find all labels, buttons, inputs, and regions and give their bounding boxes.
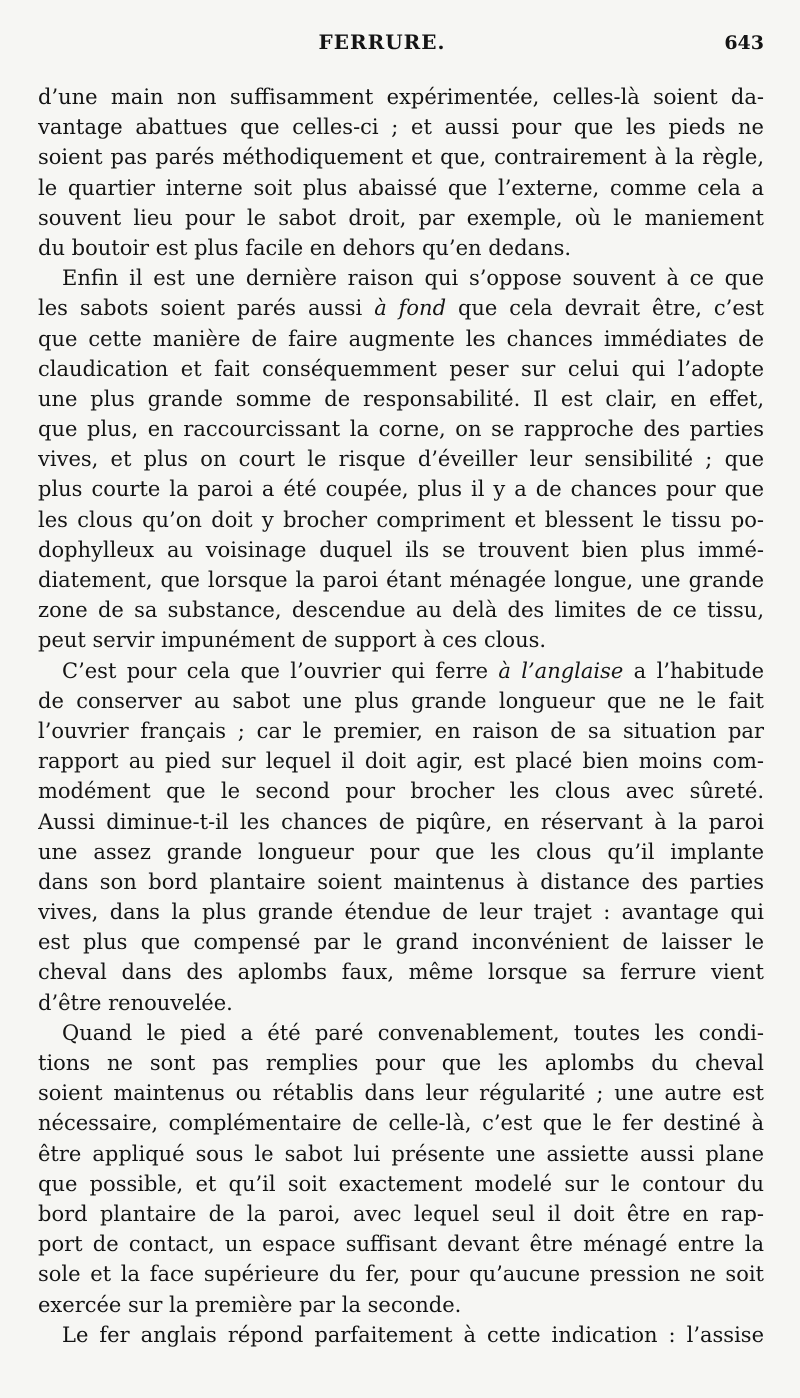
text-line: du boutoir est plus facile en dehors qu’en dedans. [38, 235, 572, 260]
text-line: nécessaire, complémentaire de celle-là, c’est que le fer destiné à [38, 1111, 764, 1136]
text-line: dophylleux au voisinage duquel ils se trouvent bien plus immé- [38, 537, 764, 562]
text-line: les clous qu’on doit y brocher compriment et blessent le tissu po- [38, 507, 764, 532]
text-line: exercée sur la première par la seconde. [38, 1292, 462, 1317]
text-line: est plus que compensé par le grand inconvénient de laisser le [38, 930, 764, 955]
italic-phrase: à fond [374, 296, 447, 321]
text-segment: a l’habitude [623, 658, 764, 683]
text-line: vives, dans la plus grande étendue de leur trajet : avantage qui [38, 900, 764, 925]
text-segment: les sabots soient parés aussi [38, 296, 375, 321]
text-line: que cette manière de faire augmente les chances immédiates de [38, 326, 764, 351]
page-header [0, 30, 800, 60]
text-line: que plus, en raccourcissant la corne, on se rapproche des parties [38, 417, 764, 442]
text-line: l’ouvrier français ; car le premier, en raison de sa situation par [38, 718, 764, 743]
text-line: port de contact, un espace suffisant devant être ménagé entre la [38, 1232, 764, 1257]
text-line: claudication et fait conséquemment peser sur celui qui l’adopte [38, 356, 764, 381]
text-line: souvent lieu pour le sabot droit, par exemple, où le maniement [38, 205, 764, 230]
text-line [38, 293, 764, 323]
text-line: modément que le second pour brocher les clous avec sûreté. [38, 779, 764, 804]
text-line: peut servir impunément de support à ces clous. [38, 628, 547, 653]
italic-phrase: à l’anglaise [498, 658, 624, 683]
text-line: soient pas parés méthodiquement et que, contrairement à la règle, [38, 145, 764, 170]
text-line: être appliqué sous le sabot lui présente une assiette aussi plane [38, 1141, 764, 1166]
text-line: d’être renouvelée. [38, 990, 233, 1015]
body-text [38, 82, 764, 1350]
text-line: soient maintenus ou rétablis dans leur régularité ; une autre est [38, 1081, 764, 1106]
page-number: 643 [724, 32, 764, 54]
text-line: Enfin il est une dernière raison qui s’oppose souvent à ce que [62, 266, 764, 291]
text-line: Le fer anglais répond parfaitement à cette indication : l’assise [62, 1322, 764, 1347]
running-title: FERRURE. [318, 30, 446, 54]
text-line: vantage abattues que celles-ci ; et aussi pour que les pieds ne [38, 115, 764, 140]
text-segment: C’est pour cela que l’ouvrier qui ferre [62, 658, 499, 683]
text-line: Aussi diminue-t-il les chances de piqûre, en réservant à la paroi [38, 809, 764, 834]
text-line: bord plantaire de la paroi, avec lequel seul il doit être en rap- [38, 1201, 764, 1226]
text-segment: que cela devrait être, c’est [446, 296, 764, 321]
text-line: une assez grande longueur pour que les clous qu’il implante [38, 839, 764, 864]
text-line: une plus grande somme de responsabilité. Il est clair, en effet, [38, 386, 764, 411]
text-line [38, 656, 764, 686]
text-line: que possible, et qu’il soit exactement modelé sur le contour du [38, 1171, 764, 1196]
text-line: zone de sa substance, descendue au delà des limites de ce tissu, [38, 598, 764, 623]
text-line: le quartier interne soit plus abaissé que l’externe, comme cela a [38, 175, 764, 200]
text-line: dans son bord plantaire soient maintenus à distance des parties [38, 869, 764, 894]
text-line: rapport au pied sur lequel il doit agir, est placé bien moins com- [38, 749, 764, 774]
text-line: de conserver au sabot une plus grande longueur que ne le fait [38, 688, 764, 713]
text-line: plus courte la paroi a été coupée, plus il y a de chances pour que [38, 477, 764, 502]
text-line: vives, et plus on court le risque d’éveiller leur sensibilité ; que [38, 447, 764, 472]
text-line: diatement, que lorsque la paroi étant ménagée longue, une grande [38, 568, 764, 592]
text-line: sole et la face supérieure du fer, pour qu’aucune pression ne soit [38, 1262, 764, 1287]
text-line: tions ne sont pas remplies pour que les aplombs du cheval [38, 1051, 764, 1075]
text-line: Quand le pied a été paré convenablement, toutes les condi- [62, 1020, 764, 1045]
text-line: cheval dans des aplombs faux, même lorsque sa ferrure vient [38, 960, 764, 985]
text-line: d’une main non suffisamment expérimentée, celles-là soient da- [38, 85, 764, 109]
